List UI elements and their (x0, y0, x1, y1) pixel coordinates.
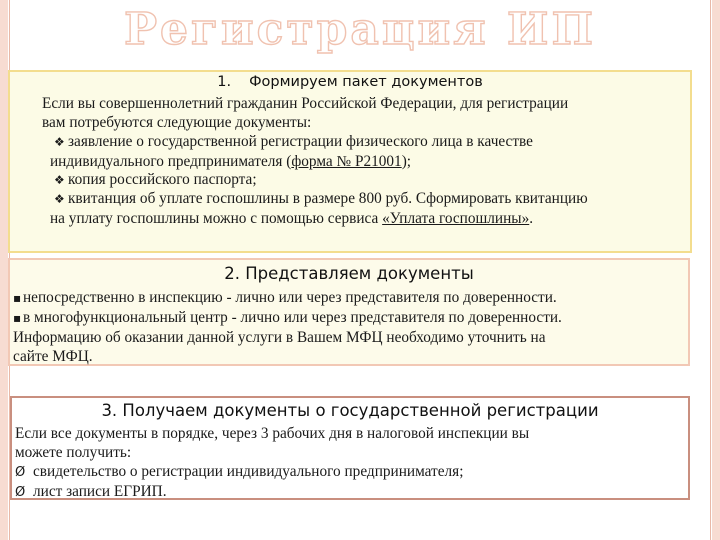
bullet-text: на уплату госпошлины можно с помощью сервиса (50, 210, 383, 227)
section-1-box (8, 70, 692, 253)
bullet-item-receipt (50, 189, 588, 228)
slide-title: Регистрация ИП (123, 4, 597, 55)
section-1-heading (10, 74, 690, 90)
intro-line: Если вы совершеннолетний гражданин Российской Федерации, для регистрации (42, 95, 569, 112)
diamond-bullet-icon: ❖ (54, 173, 65, 187)
right-frame-line (710, 0, 711, 540)
bullet-text: ); (401, 153, 412, 170)
section-3-body (15, 424, 529, 502)
list-item: свидетельство о регистрации индивидуального предпринимателя; (33, 463, 464, 480)
diamond-bullet-icon: ❖ (54, 192, 65, 206)
body-line: сайте МФЦ. (13, 348, 93, 365)
square-bullet-icon: ▪ (13, 291, 22, 305)
body-line: Информацию об оказании данной услуги в Вашем МФЦ необходимо уточнить на (13, 329, 546, 346)
bullet-text: копия российского паспорта; (68, 171, 257, 188)
section-2-box (8, 258, 690, 366)
bullet-text: заявление о государственной регистрации физического лица в качестве (68, 133, 533, 150)
bullet-text: квитанция об уплате госпошлины в размере 800 руб. Сформировать квитанцию (68, 190, 588, 207)
bullet-text: . (529, 210, 534, 227)
list-item: лист записи ЕГРИП. (33, 483, 167, 500)
body-line: непосредственно в инспекцию - лично или через представителя по доверенности. (23, 289, 557, 306)
arrow-bullet-icon: Ø (15, 485, 26, 500)
body-line: можете получить: (15, 444, 132, 461)
section-3-heading: 3. Получаем документы о государственной регистрации (101, 401, 599, 420)
diamond-bullet-icon: ❖ (54, 135, 65, 149)
body-line: в многофункциональный центр - лично или через представителя по доверенности. (23, 309, 562, 326)
state-fee-service-link[interactable]: «Уплата госпошлины» (382, 210, 530, 227)
section-1-title: Формируем пакет документов (249, 74, 483, 90)
section-1-intro (42, 94, 568, 132)
body-line: Если все документы в порядке, через 3 рабочих дня в налоговой инспекции вы (15, 425, 530, 442)
section-3-box (10, 396, 690, 500)
square-bullet-icon: ▪ (13, 311, 22, 325)
bullet-text: индивидуального предпринимателя ( (50, 153, 292, 170)
section-2-body (13, 288, 562, 366)
section-1-number: 1. (217, 74, 232, 90)
left-frame-stripe (0, 0, 8, 540)
intro-line: вам потребуются следующие документы: (42, 114, 312, 131)
bullet-item-application (50, 132, 533, 171)
right-frame-stripe (712, 0, 720, 540)
form-p21001-link[interactable]: форма № Р21001 (291, 153, 402, 170)
arrow-bullet-icon: Ø (15, 465, 26, 480)
section-2-heading: 2. Представляем документы (224, 264, 474, 283)
bullet-item-passport (54, 170, 257, 190)
